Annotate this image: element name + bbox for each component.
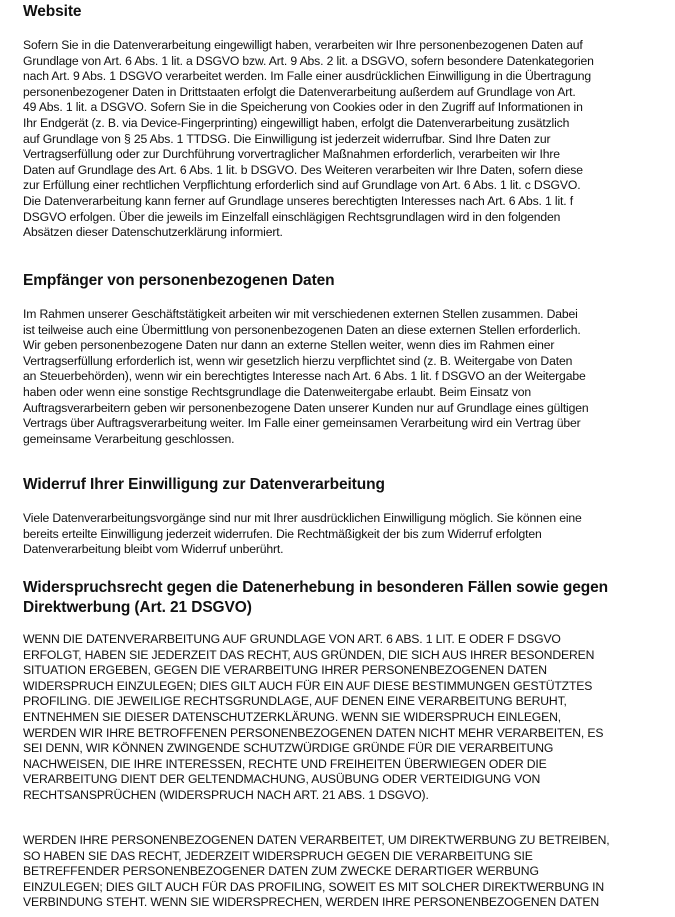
section-heading-objection <box>23 578 608 617</box>
text-line: gemeinsame Verarbeitung geschlossen. <box>23 431 235 446</box>
text-line: Sofern Sie in die Datenverarbeitung eingewilligt haben, verarbeiten wir Ihre personenbezogenen Daten auf <box>23 38 583 52</box>
text-line: Wir geben personenbezogene Daten nur dann an externe Stellen weiter, wenn dies im Rahmen einer <box>23 338 555 353</box>
text-line: Vertragserfüllung oder zur Durchführung vorvertraglicher Maßnahmen erforderlich, verarbeiten wir Ihre <box>23 147 560 162</box>
text-line: BETREFFENDER PERSONENBEZOGENER DATEN ZUM ZWECKE DERARTIGER WERBUNG <box>23 864 539 879</box>
section-heading-website: Website <box>23 3 82 20</box>
text-line: haben oder wenn eine sonstige Rechtsgrundlage die Datenweitergabe erlaubt. Beim Einsatz von <box>23 384 532 399</box>
text-line: PROFILING. DIE JEWEILIGE RECHTSGRUNDLAGE, AUF DENEN EINE VERARBEITUNG BERUHT, <box>23 694 567 709</box>
text-line: an Steuerbehörden), wenn wir ein berechtigtes Interesse nach Art. 6 Abs. 1 lit. f DSGVO an der Weitergabe <box>23 369 586 384</box>
text-line: WIDERSPRUCH EINZULEGEN; DIES GILT AUCH FÜR EIN AUF DIESE BESTIMMUNGEN GESTÜTZTES <box>23 678 593 693</box>
text-line: Daten auf Grundlage des Art. 6 Abs. 1 lit. b DSGVO. Des Weiteren verarbeiten wir Ihre Daten, sofern diese <box>23 162 583 177</box>
text-line: Datenverarbeitung bleibt vom Widerruf unberührt. <box>23 542 284 557</box>
text-line: zur Erfüllung einer rechtlichen Verpflichtung erforderlich sind auf Grundlage von Art. 6 Abs. 1 lit. c DSGVO. <box>23 178 581 193</box>
text-line: WENN DIE DATENVERARBEITUNG AUF GRUNDLAGE VON ART. 6 ABS. 1 LIT. E ODER F DSGVO <box>23 632 561 646</box>
text-line: DSGVO erfolgen. Über die jeweils im Einzelfall einschlägigen Rechtsgrundlagen wird in den folgenden <box>23 209 561 224</box>
text-line: Im Rahmen unserer Geschäftstätigkeit arbeiten wir mit verschiedenen externen Stellen zusammen. Dabei <box>23 307 578 321</box>
heading-line: Direktwerbung (Art. 21 DSGVO) <box>23 598 252 616</box>
text-line: NACHWEISEN, DIE IHRE INTERESSEN, RECHTE UND FREIHEITEN ÜBERWIEGEN ODER DIE <box>23 756 547 771</box>
text-line: personenbezogener Daten in Drittstaaten erfolgt die Datenverarbeitung außerdem auf Grundlage von Art. <box>23 84 576 99</box>
text-line: WERDEN IHRE PERSONENBEZOGENEN DATEN VERARBEITET, UM DIREKTWERBUNG ZU BETREIBEN, <box>23 833 610 847</box>
text-line: ERFOLGT, HABEN SIE JEDERZEIT DAS RECHT, AUS GRÜNDEN, DIE SICH AUS IHRER BESONDEREN <box>23 647 595 662</box>
section-paragraph-recipients <box>23 307 653 447</box>
text-line: auf Grundlage von § 25 Abs. 1 TTDSG. Die Einwilligung ist jederzeit widerrufbar. Sind Ihre Daten zur <box>23 131 551 146</box>
section-paragraph-objection-2 <box>23 833 653 911</box>
text-line: SEI DENN, WIR KÖNNEN ZWINGENDE SCHUTZWÜRDIGE GRÜNDE FÜR DIE VERARBEITUNG <box>23 741 554 756</box>
text-line: RECHTSANSPRÜCHEN (WIDERSPRUCH NACH ART. 21 ABS. 1 DSGVO). <box>23 787 429 802</box>
heading-line: Widerspruchsrecht gegen die Datenerhebung in besonderen Fällen sowie gegen <box>23 579 609 596</box>
text-line: Viele Datenverarbeitungsvorgänge sind nur mit Ihrer ausdrücklichen Einwilligung möglich. Sie können eine <box>23 511 582 525</box>
text-line: bereits erteilte Einwilligung jederzeit widerrufen. Die Rechtmäßigkeit der bis zum Widerruf erfolgten <box>23 526 542 541</box>
text-line: SITUATION ERGEBEN, GEGEN DIE VERARBEITUNG IHRER PERSONENBEZOGENEN DATEN <box>23 663 547 678</box>
text-line: Vertragserfüllung erforderlich ist, wenn wir gesetzlich hierzu verpflichtet sind (z. B. Weitergabe von Daten <box>23 353 573 368</box>
text-line: VERBINDUNG STEHT. WENN SIE WIDERSPRECHEN, WERDEN IHRE PERSONENBEZOGENEN DATEN <box>23 895 599 910</box>
text-line: Vertrags über Auftragsverarbeitung weiter. Im Falle einer gemeinsamen Verarbeitung wird ein Vertrag über <box>23 416 581 431</box>
text-line: nach Art. 9 Abs. 1 DSGVO verarbeitet werden. Im Falle einer ausdrücklichen Einwilligung in die Übertragung <box>23 69 592 84</box>
section-heading-recipients: Empfänger von personenbezogenen Daten <box>23 272 335 289</box>
text-line: Ihr Endgerät (z. B. via Device-Fingerprinting) eingewilligt haben, erfolgt die Datenverarbeitung zusätzlich <box>23 115 570 130</box>
section-heading-revocation: Widerruf Ihrer Einwilligung zur Datenverarbeitung <box>23 476 385 493</box>
text-line: Die Datenverarbeitung kann ferner auf Grundlage unseres berechtigten Interesses nach Art. 6 Abs. 1 lit. f <box>23 193 573 208</box>
text-line: ENTNEHMEN SIE DIESER DATENSCHUTZERKLÄRUNG. WENN SIE WIDERSPRUCH EINLEGEN, <box>23 709 562 724</box>
section-paragraph-website <box>23 38 653 241</box>
text-line: 49 Abs. 1 lit. a DSGVO. Sofern Sie in die Speicherung von Cookies oder in den Zugriff auf Informationen in <box>23 100 583 115</box>
text-line: VERARBEITUNG DIENT DER GELTENDMACHUNG, AUSÜBUNG ODER VERTEIDIGUNG VON <box>23 772 541 787</box>
text-line: Grundlage von Art. 6 Abs. 1 lit. a DSGVO bzw. Art. 9 Abs. 2 lit. a DSGVO, sofern besondere Datenkategorien <box>23 53 594 68</box>
text-line: ist teilweise auch eine Übermittlung von personenbezogenen Daten an diese externen Stellen erforderlich. <box>23 322 581 337</box>
text-line: EINZULEGEN; DIES GILT AUCH FÜR DAS PROFILING, SOWEIT ES MIT SOLCHER DIREKTWERBUNG IN <box>23 879 605 894</box>
text-line: SO HABEN SIE DAS RECHT, JEDERZEIT WIDERSPRUCH GEGEN DIE VERARBEITUNG SIE <box>23 848 533 863</box>
text-line: Auftragsverarbeitern geben wir personenbezogene Daten unserer Kunden nur auf Grundlage eines gültigen <box>23 400 589 415</box>
text-line: Absätzen dieser Datenschutzerklärung informiert. <box>23 225 283 240</box>
section-paragraph-objection-1 <box>23 632 653 804</box>
section-paragraph-revocation <box>23 511 653 558</box>
text-line: WERDEN WIR IHRE BETROFFENEN PERSONENBEZOGENEN DATEN NICHT MEHR VERARBEITEN, ES <box>23 725 604 740</box>
